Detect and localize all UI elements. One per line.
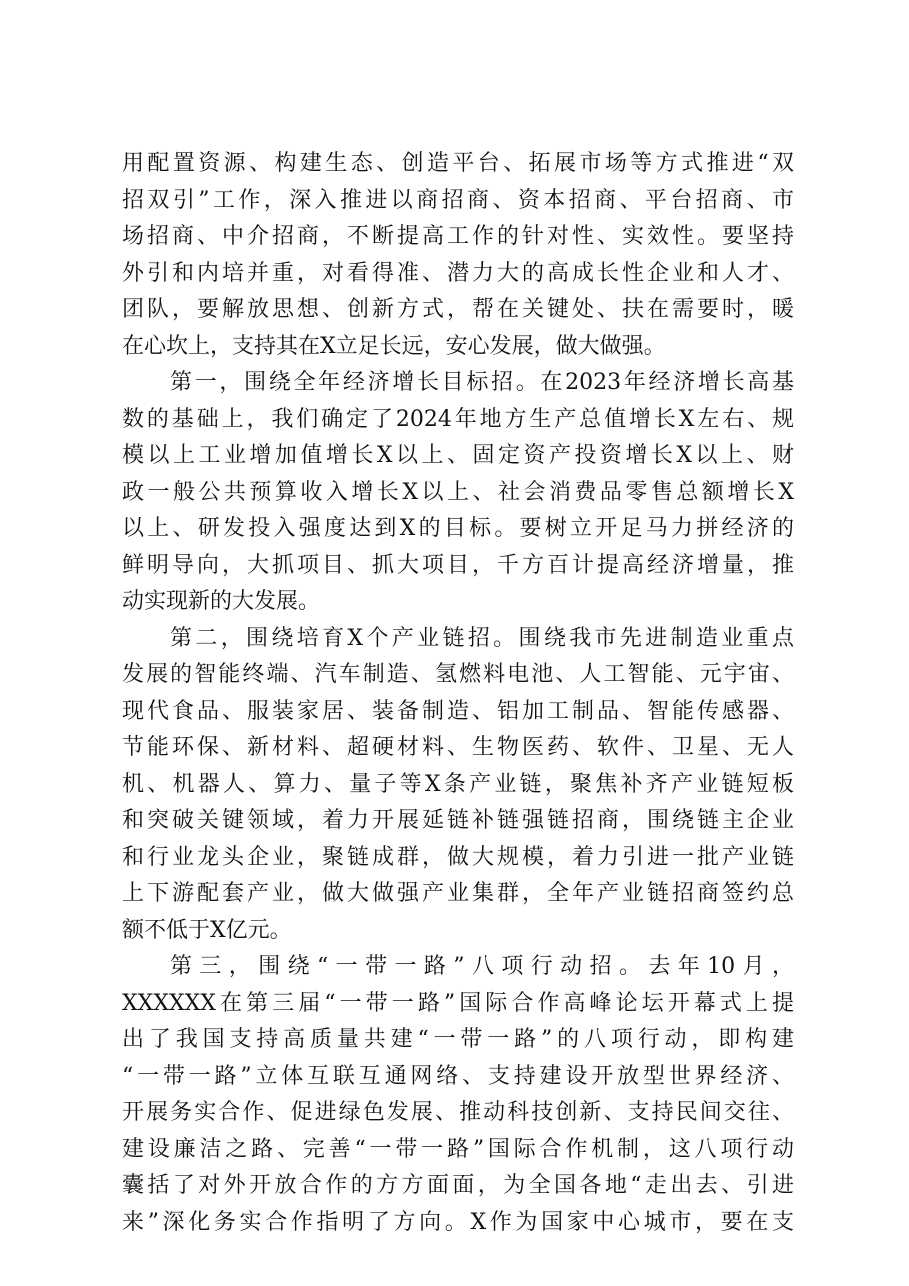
text-line: 上下游配套产业，做大做强产业集群，全年产业链招商签约总 <box>122 881 794 906</box>
text-line: 第二，围绕培育X个产业链招。围绕我市先进制造业重点 <box>170 625 794 651</box>
text-line: 发展的智能终端、汽车制造、氢燃料电池、人工智能、元宇宙、 <box>122 662 794 687</box>
text-line: 额不低于X亿元。 <box>122 917 292 943</box>
text-line: 第一，围绕全年经济增长目标招。在2023年经济增长高基 <box>170 370 794 395</box>
text-line: 数的基础上，我们确定了2024年地方生产总值增长X左右、规 <box>122 406 794 432</box>
text-line: 招双引”工作，深入推进以商招商、资本招商、平台招商、市 <box>122 187 794 213</box>
text-line: 来”深化务实合作指明了方向。X作为国家中心城市，要在支 <box>122 1209 794 1235</box>
text-line: “一带一路”立体互联互通网络、支持建设开放型世界经济、 <box>122 1063 794 1089</box>
text-line: 场招商、中介招商，不断提高工作的针对性、实效性。要坚持 <box>122 224 794 249</box>
text-line: 囊括了对外开放合作的方方面面，为全国各地“走出去、引进 <box>122 1173 794 1198</box>
text-line: 和突破关键领域，着力开展延链补链强链招商，围绕链主企业 <box>122 808 794 833</box>
text-line: XXXXXX在第三届“一带一路”国际合作高峰论坛开幕式上提 <box>122 990 794 1016</box>
text-line: 用配置资源、构建生态、创造平台、拓展市场等方式推进“双 <box>122 151 794 176</box>
paragraph-first-point <box>122 365 794 621</box>
text-line: 出了我国支持高质量共建“一带一路”的八项行动，即构建 <box>122 1027 794 1052</box>
paragraph-second-point <box>122 621 794 950</box>
text-line: 节能环保、新材料、超硬材料、生物医药、软件、卫星、无人 <box>122 735 794 760</box>
text-line: 以上、研发投入强度达到X的目标。要树立开足马力拼经济的 <box>122 516 794 541</box>
text-line: 机、机器人、算力、量子等X条产业链，聚焦补齐产业链短板 <box>122 771 794 797</box>
text-line: 鲜明导向，大抓项目、抓大项目，千方百计提高经济增量，推 <box>122 552 794 578</box>
text-line: 团队，要解放思想、创新方式，帮在关键处、扶在需要时，暖 <box>122 297 794 322</box>
text-line: 在心坎上，支持其在X立足长远，安心发展，做大做强。 <box>122 333 666 359</box>
text-line: 政一般公共预算收入增长X以上、社会消费品零售总额增长X <box>122 479 794 505</box>
text-line: 第三，围绕“一带一路”八项行动招。去年10月， <box>170 954 794 979</box>
text-line: 现代食品、服装家居、装备制造、铝加工制品、智能传感器、 <box>122 698 794 724</box>
text-line: 和行业龙头企业，聚链成群，做大规模，着力引进一批产业链 <box>122 844 794 870</box>
text-line: 开展务实合作、促进绿色发展、推动科技创新、支持民间交往、 <box>122 1100 794 1125</box>
document-body <box>122 146 794 1241</box>
text-line: 建设廉洁之路、完善“一带一路”国际合作机制，这八项行动 <box>122 1136 794 1162</box>
text-line: 模以上工业增加值增长X以上、固定资产投资增长X以上、财 <box>122 443 794 468</box>
text-line: 动实现新的大发展。 <box>122 589 321 614</box>
text-line: 外引和内培并重，对看得准、潜力大的高成长性企业和人才、 <box>122 260 794 286</box>
paragraph-intro-continued <box>122 146 794 365</box>
paragraph-third-point <box>122 949 794 1241</box>
